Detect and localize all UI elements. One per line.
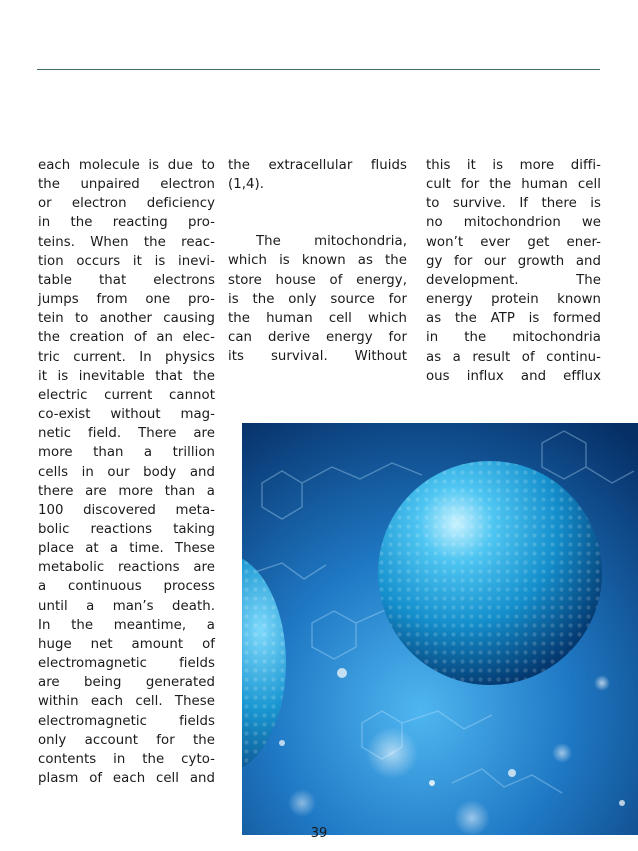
text-line: metabolic reactions are <box>38 560 215 576</box>
text-line: electric current cannot <box>38 387 215 403</box>
text-line: the extracellular fluids <box>228 158 407 173</box>
text-line: until a man’s death. <box>38 598 215 614</box>
text-line: no mitochondrion we <box>426 215 601 231</box>
header-rule <box>37 69 600 70</box>
text-line: in the reacting pro- <box>38 215 215 231</box>
text-line: plasm of each cell and <box>38 771 215 786</box>
text-line: (1,4). <box>228 177 265 193</box>
cell-illustration-svg <box>242 423 638 835</box>
text-line: The mitochondria, <box>256 234 407 250</box>
text-line: there are more than a <box>38 483 215 499</box>
text-line: tric current. In physics <box>38 349 215 365</box>
text-line: store house of energy, <box>228 272 407 288</box>
text-line: netic field. There are <box>38 426 215 442</box>
text-line: more than a trillion <box>38 445 215 461</box>
text-line: cells in our body and <box>38 464 215 480</box>
text-line: ous influx and efflux <box>426 368 601 384</box>
text-line: energy protein known <box>426 292 601 308</box>
text-line: within each cell. These <box>38 694 215 710</box>
text-line: each molecule is due to <box>38 158 215 173</box>
text-line: this it is more diffi- <box>426 158 601 173</box>
text-line: jumps from one pro- <box>38 292 215 308</box>
text-line: tion occurs it is inevi- <box>38 253 215 269</box>
text-line: In the meantime, a <box>38 617 215 633</box>
text-line: development. The <box>426 272 601 288</box>
text-line: only account for the <box>38 732 215 748</box>
text-line: are being generated <box>38 675 215 691</box>
text-line: is the only source for <box>228 291 407 307</box>
text-line: as a result of continu- <box>426 349 601 365</box>
text-line: in the mitochondria <box>426 330 601 346</box>
text-line: teins. When the reac- <box>38 234 215 250</box>
text-line: table that electrons <box>38 272 215 288</box>
text-line: the unpaired electron <box>38 177 215 193</box>
page-number: 39 <box>310 826 328 841</box>
text-line: electromagnetic fields <box>38 713 215 729</box>
text-line: to survive. If there is <box>426 196 601 212</box>
text-line: tein to another causing <box>38 311 215 327</box>
text-line: huge net amount of <box>38 636 215 652</box>
text-line: its survival. Without <box>228 349 407 365</box>
text-line: cult for the human cell <box>426 177 601 193</box>
text-line: contents in the cyto- <box>38 751 215 767</box>
cell-main-texture <box>378 461 602 685</box>
text-line: as the ATP is formed <box>426 311 601 327</box>
text-line: 100 discovered meta- <box>38 502 215 518</box>
text-line: or electron deficiency <box>38 196 215 212</box>
text-line: the human cell which <box>228 310 407 326</box>
paragraph-gap <box>228 194 407 232</box>
text-line: bolic reactions taking <box>38 521 215 537</box>
text-line: the creation of an elec- <box>38 330 215 346</box>
cell-illustration <box>242 423 638 835</box>
text-line: co-exist without mag- <box>38 407 215 423</box>
text-line: can derive energy for <box>228 330 407 346</box>
text-line: it is inevitable that the <box>38 368 215 384</box>
text-line: a continuous process <box>38 579 215 595</box>
text-column-2 <box>228 156 407 366</box>
text-line: place at a time. These <box>38 541 215 557</box>
text-line: which is known as the <box>228 253 407 269</box>
text-line: won’t ever get ener- <box>426 234 601 250</box>
text-line: gy for our growth and <box>426 253 601 269</box>
text-line: electromagnetic fields <box>38 656 215 672</box>
text-column-1 <box>38 156 215 788</box>
text-column-3 <box>426 156 601 386</box>
